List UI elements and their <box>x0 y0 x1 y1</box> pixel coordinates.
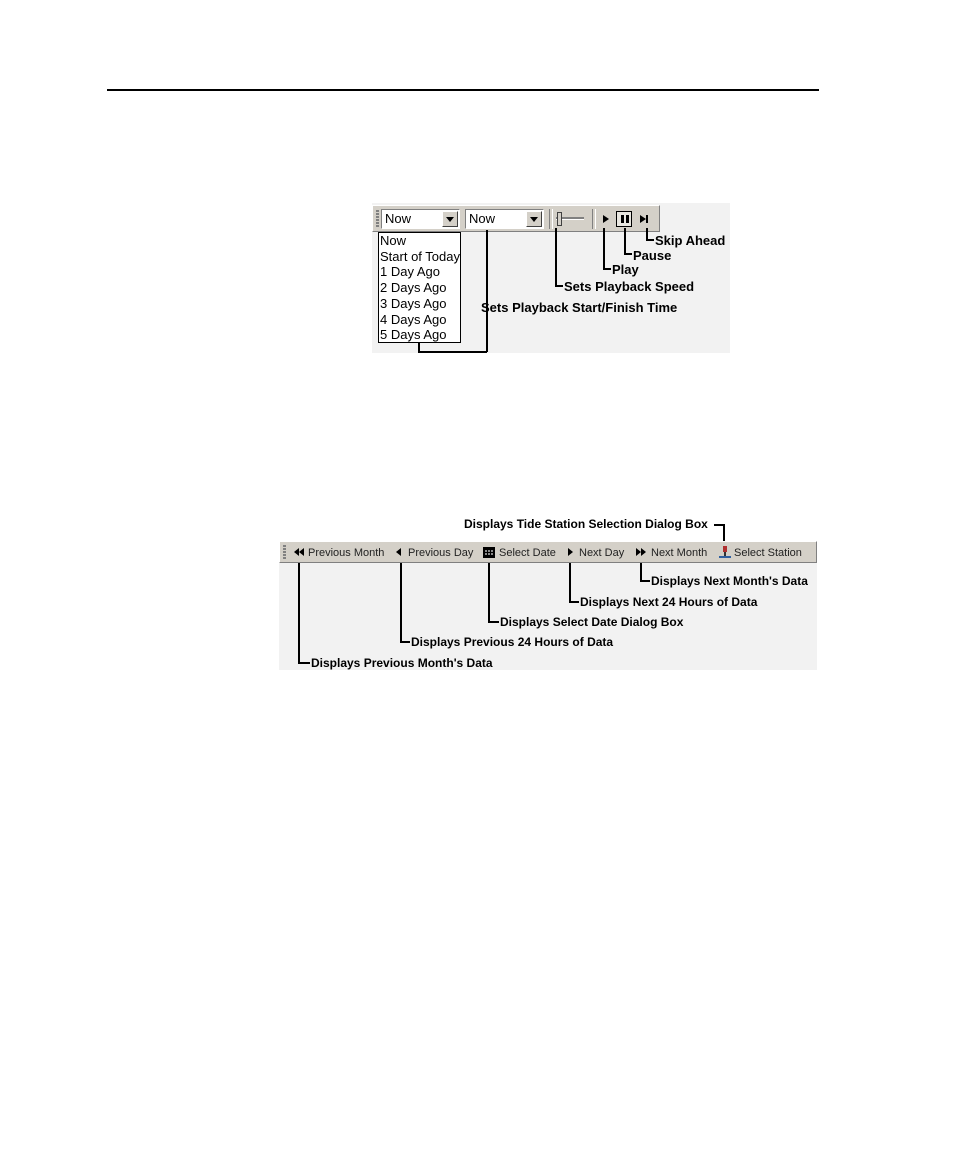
leader-line <box>569 601 579 603</box>
select-date-label: Select Date <box>499 547 556 559</box>
leader-line <box>723 524 725 541</box>
leader-line <box>624 228 626 254</box>
leader-line <box>624 253 632 255</box>
playback-speed-slider[interactable] <box>554 210 588 228</box>
slider-thumb[interactable] <box>557 212 562 226</box>
previous-day-callout: Displays Previous 24 Hours of Data <box>411 635 614 649</box>
start-time-combo[interactable] <box>381 209 460 229</box>
select-date-callout: Displays Select Date Dialog Box <box>500 615 684 629</box>
time-option[interactable]: 1 Day Ago <box>380 264 440 280</box>
leader-line <box>298 563 300 663</box>
leader-line <box>486 230 488 352</box>
time-option[interactable]: Now <box>380 233 407 248</box>
toolbar-separator <box>592 209 596 229</box>
finish-time-value: Now <box>469 211 496 226</box>
leader-line <box>488 563 490 622</box>
pause-icon-bar <box>626 215 629 223</box>
pause-icon <box>621 215 624 223</box>
leader-line <box>400 641 410 643</box>
skip-ahead-button[interactable] <box>637 211 651 227</box>
leader-line <box>603 228 605 269</box>
header-rule <box>107 89 819 91</box>
finish-time-dropdown-button[interactable] <box>526 211 542 227</box>
finish-time-combo[interactable] <box>465 209 544 229</box>
start-time-dropdown-button[interactable] <box>442 211 458 227</box>
time-option[interactable]: 5 Days Ago <box>380 327 447 343</box>
select-station-label: Select Station <box>734 547 802 559</box>
leader-line <box>555 285 563 287</box>
tide-toolbar <box>279 541 817 563</box>
leader-line <box>646 239 654 241</box>
leader-line <box>488 621 499 623</box>
fast-forward-icon <box>636 548 647 556</box>
next-month-callout: Displays Next Month's Data <box>651 574 808 588</box>
leader-line <box>400 563 402 642</box>
skip-ahead-callout: Skip Ahead <box>655 233 726 248</box>
leader-line <box>555 228 557 286</box>
start-time-value: Now <box>385 211 412 226</box>
station-icon <box>719 546 731 559</box>
pause-button[interactable] <box>616 211 632 227</box>
time-option[interactable]: 2 Days Ago <box>380 280 447 296</box>
dropdown-arrow-icon <box>446 217 454 222</box>
play-callout: Play <box>612 262 639 277</box>
leader-line <box>569 563 571 602</box>
station-callout: Displays Tide Station Selection Dialog Box <box>464 517 708 531</box>
grip-icon[interactable] <box>283 545 286 559</box>
next-month-label: Next Month <box>651 547 708 559</box>
next-day-callout: Displays Next 24 Hours of Data <box>580 595 758 609</box>
previous-day-label: Previous Day <box>408 547 474 559</box>
leader-line <box>640 563 642 581</box>
play-button[interactable] <box>599 211 613 227</box>
previous-month-callout: Displays Previous Month's Data <box>311 656 493 670</box>
calendar-icon <box>483 547 495 558</box>
time-option[interactable]: 3 Days Ago <box>380 295 447 311</box>
leader-line <box>298 662 310 664</box>
pause-callout: Pause <box>633 248 672 263</box>
back-icon <box>396 548 402 556</box>
time-option[interactable]: 4 Days Ago <box>380 311 447 327</box>
next-day-label: Next Day <box>579 547 625 559</box>
time-dropdown-list <box>378 232 461 343</box>
leader-line <box>603 268 611 270</box>
grip-icon[interactable] <box>376 210 379 227</box>
dropdown-arrow-icon <box>530 217 538 222</box>
leader-line <box>640 580 650 582</box>
play-icon <box>603 215 609 223</box>
previous-month-label: Previous Month <box>308 547 385 559</box>
skip-ahead-icon-bar <box>646 215 648 223</box>
toolbar-separator <box>549 209 553 229</box>
forward-icon <box>568 548 574 556</box>
playback-toolbar <box>372 205 660 232</box>
rewind-icon <box>294 548 305 556</box>
time-option[interactable]: Start of Today <box>380 248 460 264</box>
start-finish-callout: Sets Playback Start/Finish Time <box>481 300 678 315</box>
speed-callout: Sets Playback Speed <box>564 279 695 294</box>
leader-line <box>418 351 487 353</box>
